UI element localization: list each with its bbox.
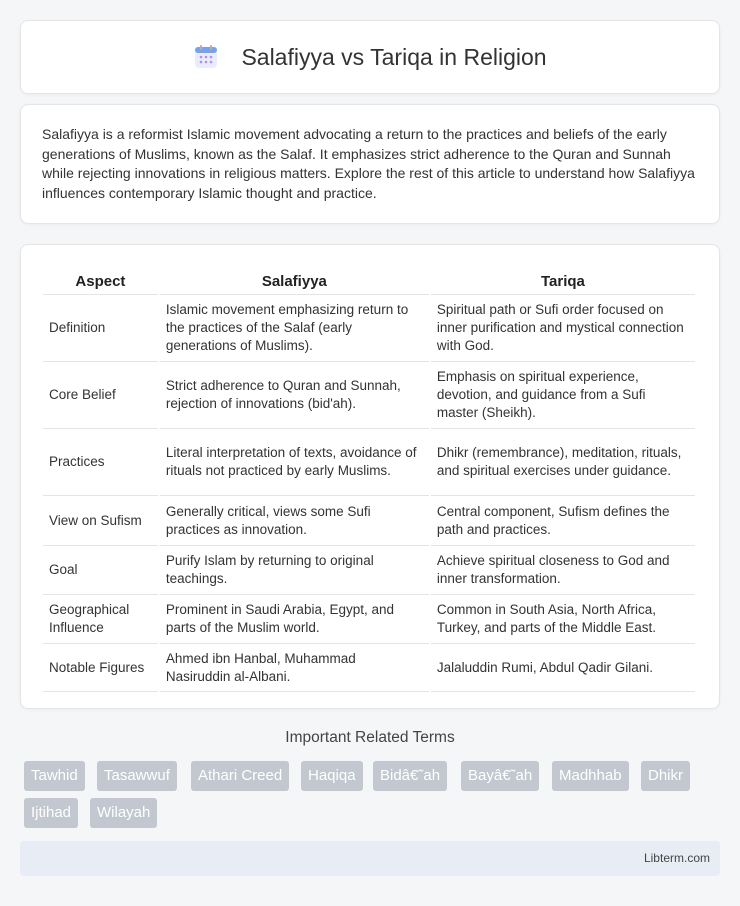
- related-term-tag[interactable]: Bidâ€˜ah: [373, 761, 447, 791]
- column-header: Tariqa: [540, 273, 585, 290]
- comparison-card: [20, 244, 720, 709]
- table-row: [43, 428, 695, 495]
- related-term-tag[interactable]: Wilayah: [90, 798, 157, 828]
- table-cell: Prominent in Saudi Arabia, Egypt, and parts of the Muslim world.: [160, 594, 429, 643]
- table-cell: Practices: [43, 428, 158, 495]
- table-cell: Common in South Asia, North Africa, Turkey, and parts of the Middle East.: [431, 594, 695, 643]
- table-cell: Goal: [43, 545, 158, 594]
- intro-text: Salafiyya is a reformist Islamic movement advocating a return to the practices and beliefs of the early generations of Muslims, known as the Salaf. It emphasizes strict adherence to the Quran and Sunnah while rejecting innovations in religious matters. Explore the rest of this article to understand how Salafiyya influences contemporary Islamic thought and practice.: [42, 126, 695, 201]
- related-term-tag[interactable]: Athari Creed: [191, 761, 289, 791]
- table-cell: Islamic movement emphasizing return to the practices of the Salaf (early generations of Muslims).: [160, 294, 429, 361]
- table-cell: Generally critical, views some Sufi practices as innovation.: [160, 495, 429, 545]
- table-cell: Spiritual path or Sufi order focused on inner purification and mystical connection with God.: [431, 294, 695, 361]
- table-row: [43, 294, 695, 361]
- table-cell: Literal interpretation of texts, avoidance of rituals not practiced by early Muslims.: [160, 428, 429, 495]
- related-terms-title: Important Related Terms: [285, 729, 455, 746]
- related-term-tag[interactable]: Haqiqa: [301, 761, 363, 791]
- related-term-tag[interactable]: Dhikr: [641, 761, 690, 791]
- table-cell: Geographical Influence: [43, 594, 158, 643]
- footer: [20, 841, 720, 876]
- footer-link[interactable]: Libterm.com: [643, 851, 710, 865]
- table-row: [43, 594, 695, 643]
- table-cell: Jalaluddin Rumi, Abdul Qadir Gilani.: [431, 643, 695, 692]
- column-header: Aspect: [75, 273, 126, 290]
- table-header-row: [43, 264, 695, 294]
- table-cell: Notable Figures: [43, 643, 158, 692]
- table-row: [43, 361, 695, 428]
- table-cell: Achieve spiritual closeness to God and inner transformation.: [431, 545, 695, 594]
- related-term-tag[interactable]: Tasawwuf: [97, 761, 177, 791]
- header-card: [20, 20, 720, 94]
- table-cell: View on Sufism: [43, 495, 158, 545]
- page-title: Salafiyya vs Tariqa in Religion: [241, 43, 547, 70]
- column-header: Salafiyya: [261, 273, 327, 290]
- related-term-tag[interactable]: Madhhab: [552, 761, 629, 791]
- table-cell: Ahmed ibn Hanbal, Muhammad Nasiruddin al-Albani.: [160, 643, 429, 692]
- table-cell: Core Belief: [43, 361, 158, 428]
- related-term-tag[interactable]: Ijtihad: [24, 798, 78, 828]
- intro-card: [20, 104, 720, 224]
- table-cell: Central component, Sufism defines the path and practices.: [431, 495, 695, 545]
- table-cell: Purify Islam by returning to original teachings.: [160, 545, 429, 594]
- table-row: [43, 495, 695, 545]
- table-cell: Strict adherence to Quran and Sunnah, rejection of innovations (bid'ah).: [160, 361, 429, 428]
- table-cell: Emphasis on spiritual experience, devotion, and guidance from a Sufi master (Sheikh).: [431, 361, 695, 428]
- table-row: [43, 643, 695, 692]
- related-term-tag[interactable]: Tawhid: [24, 761, 85, 791]
- related-term-tag[interactable]: Bayâ€˜ah: [461, 761, 539, 791]
- calendar-icon: [193, 44, 219, 70]
- comparison-table: [41, 264, 697, 692]
- table-row: [43, 545, 695, 594]
- table-cell: Dhikr (remembrance), meditation, rituals, and spiritual exercises under guidance.: [431, 428, 695, 495]
- table-cell: Definition: [43, 294, 158, 361]
